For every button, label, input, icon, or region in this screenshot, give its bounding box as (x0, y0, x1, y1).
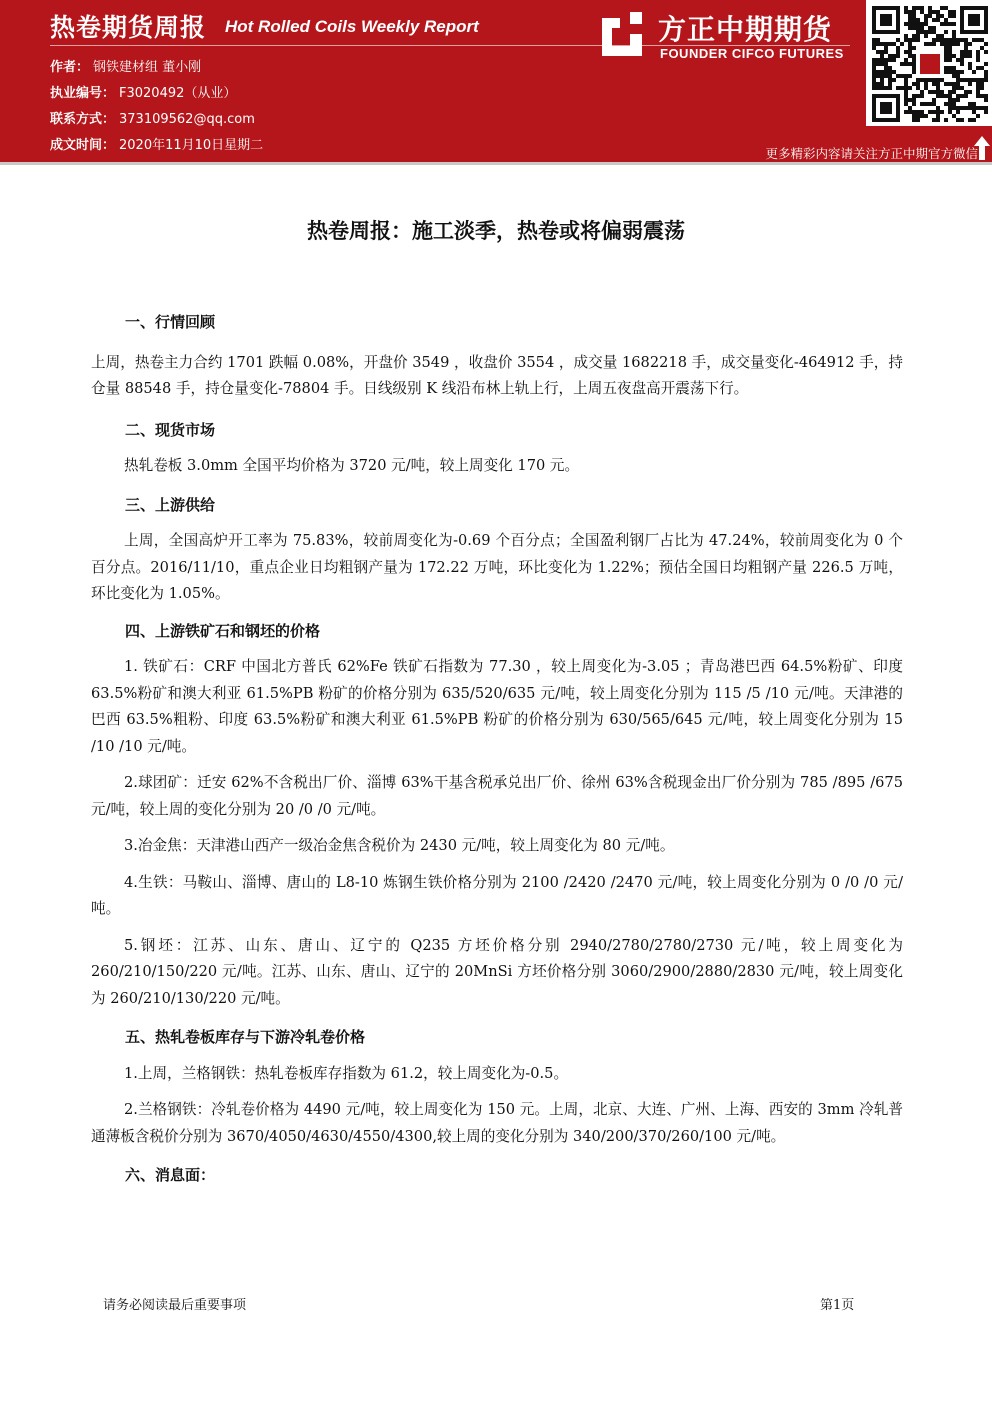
section-heading-inventory: 五、热轧卷板库存与下游冷轧卷价格 (125, 1028, 366, 1046)
date-label: 成文时间： (50, 138, 116, 153)
date-value: 2020年11月10日星期二 (119, 138, 264, 153)
license-row (50, 82, 236, 101)
spot-market-paragraph: 热轧卷板 3.0mm 全国平均价格为 3720 元/吨，较上周变化 170 元。 (124, 457, 580, 474)
report-title-cn: 热卷期货周报 (50, 13, 207, 42)
contact-row (50, 108, 255, 127)
date-row (50, 134, 263, 153)
report-title-en: Hot Rolled Coils Weekly Report (225, 17, 479, 36)
author-label: 作者： (50, 60, 90, 75)
pig-iron-paragraph: 4.生铁：马鞍山、淄博、唐山的 L8-10 炼钢生铁价格分别为 2100 /2420 /2470 元/吨，较上周变化分别为 0 /0 /0 元/吨。 (91, 873, 903, 917)
iron-ore-paragraph: 1. 铁矿石：CRF 中国北方普氏 62%Fe 铁矿石指数为 77.30 ，较上周变化为-3.05 ；青岛港巴西 64.5%粉矿、印度 63.5%粉矿和澳大利亚 61.5%PB 粉矿的价格分别为 635/520/635 元/吨，较上周变化分别为 115 /5 /10 元/吨。天津港的巴西 63.5%粗粉、印度 63.5%粉矿和澳大利亚 61.5%PB 粉矿的价格分别为 630/565/645 元/吨，较上周变化分别为 15 /10 /10 元/吨。 (91, 658, 903, 755)
cold-rolled-paragraph: 2.兰格钢铁：冷轧卷价格为 4490 元/吨，较上周变化为 150 元。上周，北京、大连、广州、上海、西安的 3mm 冷轧普通薄板含税价分别为 3670/4050/4630/4550/4300,较上周的变化分别为 340/200/370/260/100 元/吨。 (91, 1101, 903, 1145)
author-row (50, 56, 201, 75)
footer-notice: 请务必阅读最后重要事项 (103, 1298, 247, 1313)
logo-text-cn: 方正中期期货 (658, 13, 833, 46)
report-body (91, 300, 903, 1189)
wechat-qr-code[interactable] (866, 0, 992, 126)
section-heading-upstream-supply: 三、上游供给 (125, 495, 216, 514)
report-header (0, 0, 992, 162)
inventory-paragraph: 1.上周，兰格钢铁：热轧卷板库存指数为 61.2，较上周变化为-0.5。 (124, 1064, 569, 1082)
section-heading-raw-material-prices: 四、上游铁矿石和钢坯的价格 (125, 621, 321, 640)
page-number: 第1页 (820, 1298, 855, 1313)
coke-paragraph: 3.冶金焦：天津港山西产一级冶金焦含税价为 2430 元/吨，较上周变化为 80 元/吨。 (124, 837, 675, 854)
qr-code-icon (866, 0, 992, 126)
license-label: 执业编号： (50, 86, 116, 101)
pellet-paragraph: 2.球团矿：迁安 62%不含税出厂价、淄博 63%干基含税承兑出厂价、徐州 63%含税现金出厂价分别为 785 /895 /675 元/吨，较上周的变化分别为 20 /0 /0 元/吨。 (91, 774, 903, 818)
section-heading-market-review: 一、行情回顾 (125, 313, 216, 331)
up-arrow-icon (974, 136, 990, 160)
company-logo (600, 6, 860, 66)
founder-logo-icon (600, 10, 644, 56)
market-review-paragraph: 上周，热卷主力合约 1701 跌幅 0.08%，开盘价 3549 ，收盘价 3554 ，成交量 1682218 手，成交量变化-464912 手，持仓量 88548 手，持仓量变化-78804 手。日线级别 K 线沿布林上轨上行，上周五夜盘高开震荡下行。 (91, 353, 903, 397)
section-heading-news: 六、消息面： (125, 1166, 216, 1184)
author-value: 钢铁建材组 董小刚 (93, 60, 202, 75)
upstream-supply-paragraph: 上周，全国高炉开工率为 75.83%，较前周变化为-0.69 个百分点；全国盈利钢厂占比为 47.24%，较前周变化为 0 个百分点。2016/11/10，重点企业日均粗钢产量为 172.22 万吨，环比变化为 1.22%；预估全国日均粗钢产量 226.5 万吨，环比变化为 1.05%。 (91, 532, 903, 602)
license-value: F3020492（从业） (119, 86, 237, 101)
document-title: 热卷周报：施工淡季，热卷或将偏弱震荡 (307, 219, 685, 243)
logo-text-en: FOUNDER CIFCO FUTURES (660, 46, 844, 61)
wechat-follow-note: 更多精彩内容请关注方正中期官方微信 (765, 146, 978, 161)
section-heading-spot-market: 二、现货市场 (125, 420, 216, 439)
contact-email[interactable]: 373109562@qq.com (119, 112, 255, 127)
contact-label: 联系方式： (50, 112, 116, 127)
header-divider (0, 162, 992, 165)
billet-paragraph: 5.钢坯：江苏、山东、唐山、辽宁的 Q235 方坯价格分别 2940/2780/2780/2730 元/吨，较上周变化为 260/210/150/220 元/吨。江苏、山东、唐山、辽宁的 20MnSi 方坯价格分别 3060/2900/2880/2830 元/吨，较上周变化为 260/210/130/220 元/吨。 (91, 936, 903, 1007)
